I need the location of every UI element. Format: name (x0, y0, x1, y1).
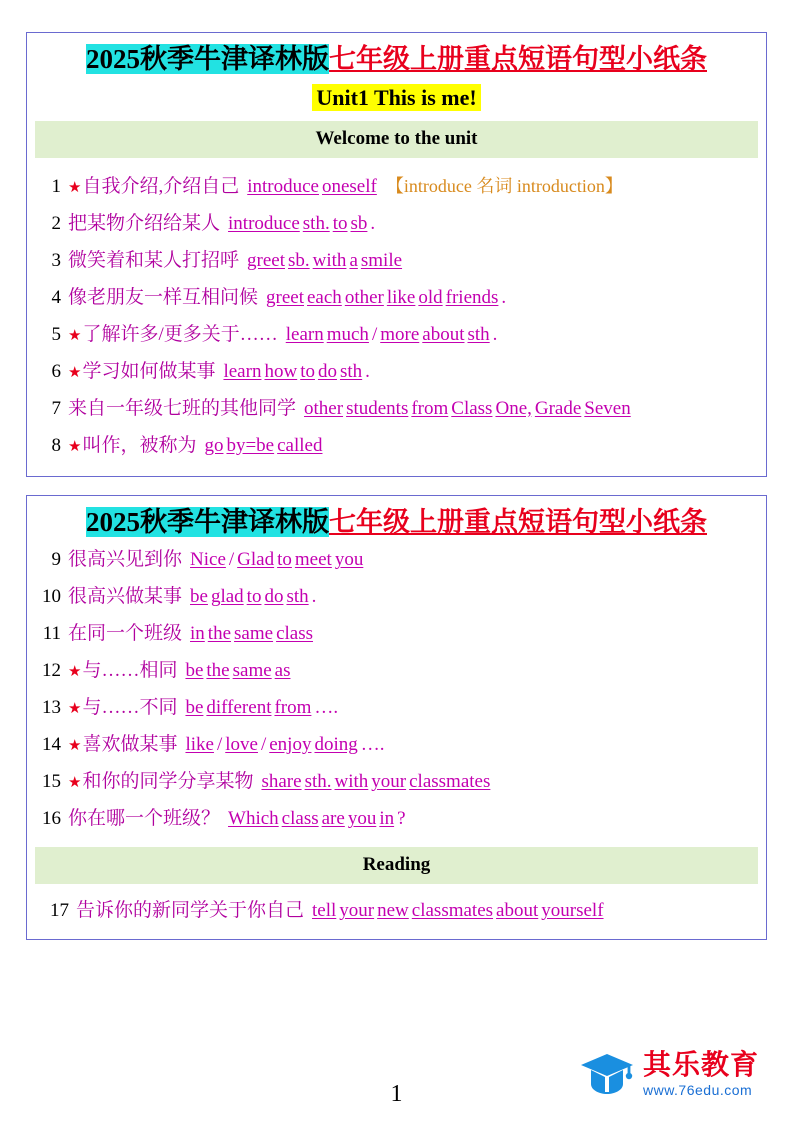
list-item (35, 539, 758, 576)
item-chinese: 像老朋友一样互相问候 (68, 286, 259, 308)
item-number: 17 (50, 900, 69, 922)
item-number: 14 (42, 734, 61, 756)
list-item (35, 240, 758, 277)
item-chinese: 你在哪一个班级？ (68, 808, 221, 830)
star-icon: ★ (68, 701, 82, 718)
note-card-1 (26, 32, 767, 477)
item-english: introduce sth. to sb . (228, 212, 376, 234)
page-number: 1 (390, 1081, 403, 1107)
item-chinese: 很高兴做某事 (68, 586, 183, 608)
item-chinese: 了解许多/更多关于…… (82, 323, 278, 345)
banner-highlight-text: 2025秋季牛津译林版 (86, 44, 329, 74)
item-number: 16 (42, 808, 61, 830)
item-english: go by=be called (204, 434, 323, 456)
item-english: greet each other like old friends . (266, 286, 507, 308)
item-english: be the same as (185, 660, 291, 682)
item-chinese: 学习如何做某事 (82, 360, 216, 382)
item-number: 4 (51, 286, 61, 308)
logo-subtitle: www.76edu.com (642, 1081, 753, 1098)
list-item (35, 314, 758, 351)
list-item (35, 388, 758, 425)
item-number: 3 (51, 249, 61, 271)
unit-title-wrapper (35, 85, 758, 111)
item-chinese: 告诉你的新同学关于你自己 (76, 900, 305, 922)
item-english: learn much / more about sth . (285, 323, 498, 345)
item-number: 12 (42, 660, 61, 682)
item-chinese: 自我介绍,介绍自己 (82, 175, 240, 197)
item-number: 2 (51, 212, 61, 234)
item-chinese: 和你的同学分享某物 (82, 771, 254, 793)
item-number: 15 (42, 771, 61, 793)
item-english: other students from Class One, Grade Seven (304, 397, 631, 419)
card1-banner (35, 45, 758, 75)
star-icon: ★ (68, 438, 82, 455)
item-number: 6 (51, 360, 61, 382)
item-number: 11 (42, 623, 61, 645)
list-item (35, 576, 758, 613)
list-item (35, 890, 758, 927)
logo-text-block (642, 1049, 759, 1098)
star-icon: ★ (68, 364, 82, 381)
item-english: Which class are you in ? (228, 808, 406, 830)
unit-title: Unit1 This is me! (312, 84, 480, 111)
item-chinese: 在同一个班级 (68, 623, 183, 645)
section-header-reading: Reading (35, 847, 758, 884)
list-item (35, 203, 758, 240)
item-number: 7 (51, 397, 61, 419)
item-chinese: 喜欢做某事 (82, 734, 178, 756)
item-english: tell your new classmates about yourself (312, 900, 604, 922)
star-icon: ★ (68, 664, 82, 681)
item-english: introduce oneself (247, 175, 377, 197)
item-chinese: 微笑着和某人打招呼 (68, 249, 240, 271)
star-icon: ★ (68, 775, 82, 792)
list-item (35, 687, 758, 724)
item-english: be different from …. (185, 697, 339, 719)
item-english: share sth. with your classmates (261, 771, 491, 793)
item-number: 13 (42, 697, 61, 719)
item-english: be glad to do sth . (190, 586, 317, 608)
banner-red-text: 七年级上册重点短语句型小纸条 (329, 44, 707, 74)
banner-highlight-text: 2025秋季牛津译林版 (86, 506, 329, 537)
star-icon: ★ (68, 738, 82, 755)
item-number: 5 (51, 323, 61, 345)
logo-title: 其乐教育 (642, 1049, 759, 1081)
item-number: 8 (51, 434, 61, 456)
item-chinese: 很高兴见到你 (68, 549, 183, 571)
graduation-cap-icon (579, 1050, 635, 1098)
watermark-logo (579, 1050, 759, 1098)
list-item (35, 277, 758, 314)
section-header-welcome: Welcome to the unit (35, 121, 758, 158)
card2-banner (35, 508, 758, 538)
item-english: Nice / Glad to meet you (190, 549, 364, 571)
item-chinese: 把某物介绍给某人 (68, 212, 221, 234)
note-card-2 (26, 495, 767, 941)
item-note: 【introduce 名词 introduction】 (385, 175, 623, 196)
item-english: like / love / enjoy doing …. (185, 734, 385, 756)
list-item (35, 798, 758, 835)
list-item (35, 761, 758, 798)
item-english: in the same class (190, 623, 313, 645)
item-number: 10 (42, 586, 61, 608)
star-icon: ★ (68, 179, 82, 196)
banner-red-text: 七年级上册重点短语句型小纸条 (329, 506, 707, 537)
list-item (35, 351, 758, 388)
item-number: 9 (51, 549, 61, 571)
star-icon: ★ (68, 327, 82, 344)
list-item (35, 613, 758, 650)
item-chinese: 叫作，被称为 (82, 434, 197, 456)
list-item (35, 425, 758, 462)
item-number: 1 (51, 175, 61, 197)
list-item (35, 166, 758, 203)
item-english: learn how to do sth . (223, 360, 370, 382)
list-item (35, 650, 758, 687)
list-item (35, 724, 758, 761)
item-english: greet sb. with a smile (247, 249, 403, 271)
item-chinese: 与……不同 (82, 697, 178, 719)
item-chinese: 与……相同 (82, 660, 178, 682)
item-chinese: 来自一年级七班的其他同学 (68, 397, 297, 419)
